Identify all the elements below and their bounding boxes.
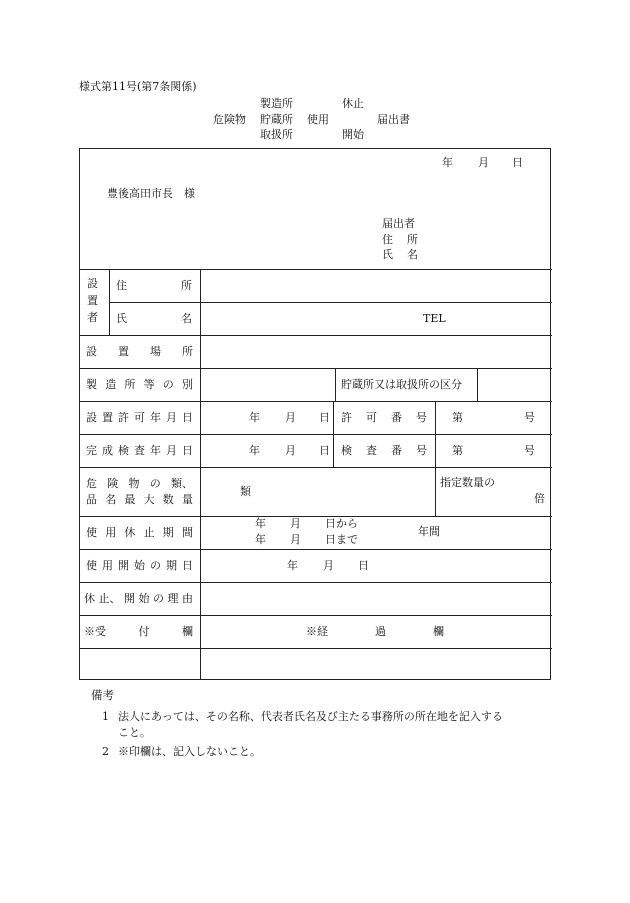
- period-from-month: 月: [290, 517, 301, 530]
- installer-label-1: 設: [87, 277, 98, 290]
- title-facility-2: 貯蔵所: [260, 113, 293, 126]
- permit-year: 年: [249, 411, 260, 424]
- suspension-period-label: 使 用 休 止 期 間: [86, 526, 193, 539]
- title-facility-3: 取扱所: [260, 128, 293, 141]
- designated-quantity-label: 指定数量の: [440, 476, 495, 489]
- header-date-day: 日: [512, 156, 523, 169]
- note-2-line1: ※印欄は、記入しないこと。: [118, 745, 261, 758]
- form-number: 様式第11号(第7条関係): [79, 80, 197, 93]
- permit-date-label: 設 置 許 可 年 月 日: [86, 411, 193, 424]
- resume-year: 年: [287, 559, 298, 572]
- period-to-day: 日まで: [325, 533, 358, 546]
- period-from-year: 年: [255, 517, 266, 530]
- inspection-month: 月: [285, 444, 296, 457]
- inspection-number-label: 検 査 番 号: [341, 444, 427, 457]
- period-to-year: 年: [255, 533, 266, 546]
- progress-label: ※経 過 欄: [306, 625, 444, 638]
- installer-label-3: 者: [87, 311, 98, 324]
- inspection-number-prefix: 第: [452, 444, 463, 457]
- permit-day: 日: [319, 411, 330, 424]
- notes-title: 備考: [91, 688, 114, 702]
- note-1-line1: 法人にあっては、その名称、代表者氏名及び主たる事務所の所在地を記入する: [118, 710, 503, 723]
- title-suffix: 届出書: [377, 113, 410, 126]
- inspection-date-label: 完 成 検 査 年 月 日: [86, 444, 193, 457]
- notifier-address-label: 住 所: [382, 233, 418, 246]
- multiple-label: 倍: [534, 492, 545, 505]
- header-date-month: 月: [478, 156, 489, 169]
- facility-type-label: 製 造 所 等 の 別: [86, 378, 193, 391]
- resume-date-label: 使 用 開 始 の 期 日: [86, 559, 193, 572]
- inspection-day: 日: [319, 444, 330, 457]
- notifier-label: 届出者: [382, 217, 415, 230]
- permit-number-prefix: 第: [452, 411, 463, 424]
- resume-day: 日: [358, 559, 369, 572]
- note-1-number: 1: [102, 710, 109, 723]
- location-label: 設 置 場 所: [86, 345, 193, 358]
- hazard-label-line2: 品 名 最 大 数 量: [86, 493, 193, 506]
- permit-number-suffix: 号: [524, 411, 535, 424]
- title-action-2: 開始: [342, 128, 364, 141]
- reason-label: 休 止、 開 始 の 理 由: [84, 592, 193, 605]
- inspection-year: 年: [249, 444, 260, 457]
- note-2-number: 2: [102, 745, 109, 758]
- installer-address-label: 住 所: [116, 279, 192, 292]
- permit-number-label: 許 可 番 号: [341, 411, 427, 424]
- hazard-class-label: 類: [240, 485, 251, 498]
- title-action-1: 休止: [342, 97, 364, 110]
- title-prefix: 危険物: [213, 113, 246, 126]
- period-from-day: 日から: [325, 517, 358, 530]
- addressee: 豊後高田市長 様: [107, 187, 195, 200]
- inspection-number-suffix: 号: [524, 444, 535, 457]
- title-facility-1: 製造所: [260, 97, 293, 110]
- tel-label: TEL: [423, 312, 446, 325]
- storage-category-label: 貯蔵所又は取扱所の区分: [341, 378, 462, 391]
- permit-month: 月: [285, 411, 296, 424]
- installer-label-2: 置: [87, 294, 98, 307]
- hazard-label-line1: 危 険 物 の 類、: [86, 477, 193, 490]
- period-to-month: 月: [290, 533, 301, 546]
- header-date-year: 年: [442, 156, 453, 169]
- reception-label: ※受 付 欄: [84, 625, 193, 638]
- note-1-line2: こと。: [118, 726, 151, 739]
- title-action-prefix: 使用: [307, 113, 329, 126]
- period-years: 年間: [418, 525, 440, 538]
- installer-name-label: 氏 名: [116, 312, 192, 325]
- resume-month: 月: [323, 559, 334, 572]
- notifier-name-label: 氏 名: [382, 248, 418, 261]
